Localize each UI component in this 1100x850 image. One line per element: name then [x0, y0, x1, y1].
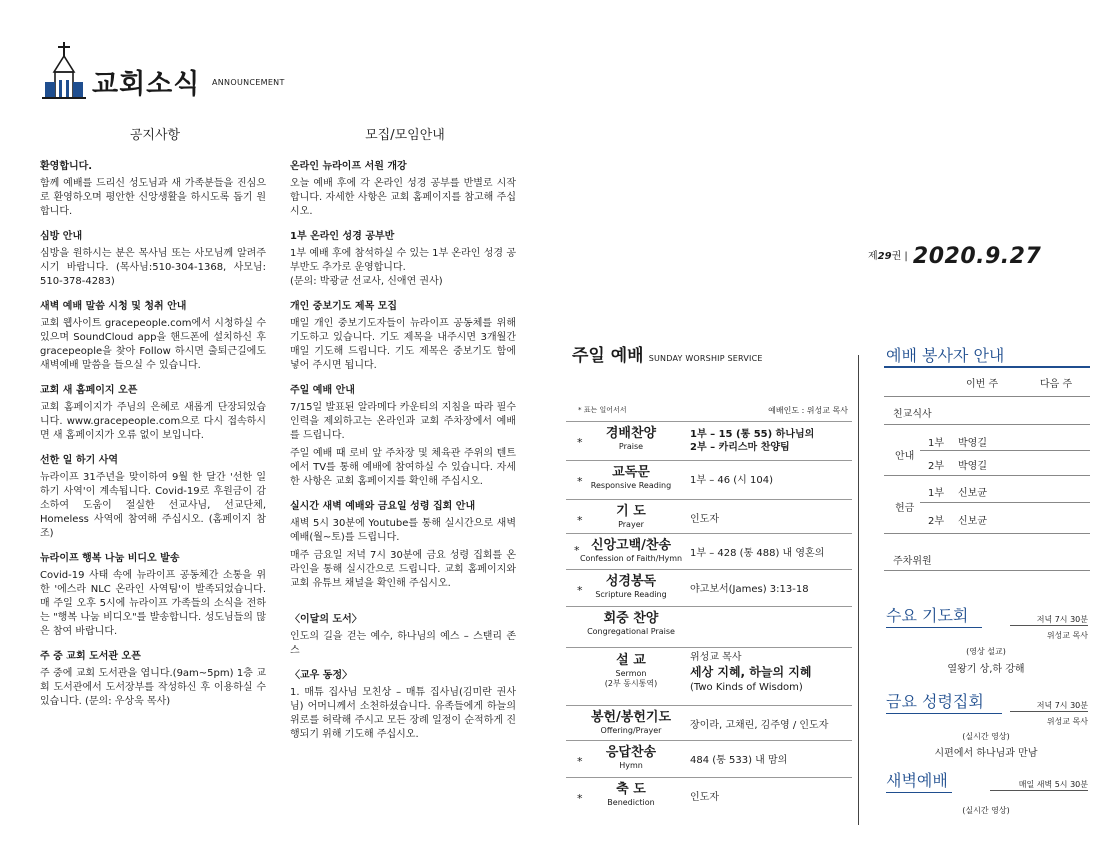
notice-list: [40, 160, 266, 720]
column-divider: [858, 355, 859, 825]
volunteers-divider: [920, 502, 1090, 503]
worship-title-english: SUNDAY WORSHIP SERVICE: [648, 354, 763, 363]
worship-title-korean: 주일 예배: [572, 346, 644, 366]
usher-name: 박영길: [958, 461, 987, 472]
order-row: 회중 찬양 Congregational Praise: [566, 606, 852, 645]
volunteers-divider: [884, 533, 1090, 534]
gather-item: [290, 384, 516, 489]
volunteers-underline: [884, 366, 1090, 368]
order-row: * 축 도 Benediction 인도자: [566, 777, 852, 816]
fri-sermon: 시편에서 하나님과 만남: [934, 748, 1038, 759]
usher-label: 안내: [895, 451, 915, 462]
notice-heading: 공지사항: [129, 128, 181, 143]
gather-item: [290, 300, 516, 373]
order-row: 설 교 Sermon (2부 동시통역) 위성교 목사 세상 지혜, 하늘의 지혜 (Two Kinds of Wisdom): [566, 647, 852, 705]
gather-item: [290, 669, 516, 742]
worship-note: [578, 405, 848, 415]
notice-item: [40, 230, 266, 289]
next-week-header: 다음 주: [1040, 379, 1073, 390]
volunteers-title: 예배 봉사자 안내: [886, 346, 1005, 365]
gather-item: [290, 160, 516, 219]
gather-item-title: 1부 온라인 성경 공부반: [290, 231, 395, 242]
notice-item-title: 주 중 교회 도서관 오픈: [40, 651, 141, 662]
gather-item-body: 매주 금요일 저녁 7시 30분에 금요 성령 집회를 온라인을 통해 실시간으로 드립니다. 교회 홈페이지와 교회 유튜브 채널을 확인해 주십시오.: [290, 550, 516, 589]
wed-stream: (영상 설교): [966, 647, 1006, 656]
notice-item: [40, 300, 266, 373]
gather-item-body: 7/15일 발표된 알라메다 카운티의 지침을 따라 필수 인력을 제외하고는 온라인과 교회 주차장에서 예배를 드립니다.: [290, 402, 516, 441]
gather-list: [290, 160, 516, 753]
wed-pastor: 위성교 목사: [1046, 631, 1088, 640]
order-row: * 성경봉독 Scripture Reading 야고보서(James) 3:13-18: [566, 569, 852, 608]
offering-name: 신보균: [958, 488, 987, 499]
fellowship-label: 친교식사: [893, 409, 932, 420]
worship-leader: 예배인도 : 위성교 목사: [768, 406, 848, 415]
usher-part: 1부: [928, 438, 945, 449]
gather-item-body: 1부 예배 후에 참석하실 수 있는 1부 온라인 성경 공부반도 추가로 운영합니다. (문의: 박광균 선교사, 신애연 권사): [290, 248, 516, 287]
parking-label: 주차위원: [893, 556, 932, 567]
order-row: * 기 도 Prayer 인도자: [566, 499, 852, 538]
gather-item-title: 〈이달의 도서〉: [290, 614, 362, 625]
notice-item-body: 주 중에 교회 도서관을 엽니다.(9am~5pm) 1층 교회 도서관에서 도서장부를 작성하신 후 이용하실 수 있습니다. (문의: 우상욱 목사): [40, 668, 266, 707]
notice-item-title: 심방 안내: [40, 231, 83, 242]
gather-item-body: 매일 개인 중보기도자들이 뉴라이프 공동체를 위해 기도하고 있습니다. 기도 제목을 내주시면 3개월간 매일 기도해 드립니다. 기도 제목은 중보기도 함에 넣어 주시면 됩니다.: [290, 318, 516, 371]
notice-item-title: 환영합니다.: [40, 161, 93, 172]
gather-item-title: 온라인 뉴라이프 서원 개강: [290, 161, 407, 172]
notice-item-body: 심방을 원하시는 분은 목사님 또는 사모님께 알려주시기 바랍니다. (목사님:510-304-1368, 사모님: 510-378-4283): [40, 248, 266, 287]
issue-date: 2020.9.27: [912, 244, 1042, 269]
notice-item: [40, 552, 266, 639]
wed-title: 수요 기도회: [886, 603, 982, 628]
issue-volume: 29: [877, 251, 892, 262]
gather-item: [290, 230, 516, 289]
volunteers-divider: [884, 570, 1090, 571]
worship-title: [572, 341, 763, 366]
gather-heading: 모집/모임안내: [365, 128, 445, 143]
gather-item: [290, 613, 516, 658]
order-row: 봉헌/봉헌기도 Offering/Prayer 장이라, 고채린, 김주영 / 인도자: [566, 705, 852, 744]
offering-part: 1부: [928, 488, 945, 499]
standing-note: * 표는 일어서서: [578, 406, 627, 414]
notice-item-body: 교회 홈페이지가 주님의 은혜로 새롭게 단장되었습니다. www.gracepeople.com으로 다시 접속하시면 새 홈페이지가 오류 없이 보입니다.: [40, 402, 266, 441]
gather-item-title: 〈교우 동정〉: [290, 670, 353, 681]
gather-item-title: 개인 중보기도 제목 모집: [290, 301, 398, 312]
dawn-time: 매일 새벽 5시 30분: [990, 779, 1088, 791]
gather-item-title: 주일 예배 안내: [290, 385, 355, 396]
notice-item: [40, 650, 266, 709]
notice-item-title: 뉴라이프 행복 나눔 비디오 발송: [40, 553, 180, 564]
gather-item-body: 새벽 5시 30분에 Youtube를 통해 실시간으로 새벽예배(월~토)를 드립니다.: [290, 518, 516, 543]
issue-suffix: 권 |: [891, 251, 908, 262]
volunteers-divider: [884, 396, 1090, 397]
volunteers-divider: [884, 475, 1090, 476]
fri-time: 저녁 7시 30분: [1010, 700, 1088, 712]
order-row: * 신앙고백/찬송 Confession of Faith/Hymn 1부 – 428 (통 488) 내 영혼의: [566, 533, 852, 572]
notice-item-title: 교회 새 홈페이지 오픈: [40, 385, 138, 396]
dawn-title: 새벽예배: [886, 768, 952, 793]
usher-part: 2부: [928, 461, 945, 472]
fri-stream: (실시간 영상): [962, 732, 1010, 741]
page-title: 교회소식: [92, 69, 201, 100]
gather-item-body: 1. 매튜 집사님 모친상 – 매튜 집사님(김미란 권사님) 어머니께서 소천하셨습니다. 유족들에게 하늘의 위로를 허락해 주시고 모든 장례 일정이 순적하게 진행되기 위해 기도해 주십시오.: [290, 687, 516, 740]
fri-pastor: 위성교 목사: [1046, 717, 1088, 726]
volunteers-divider: [920, 450, 1090, 451]
this-week-header: 이번 주: [966, 379, 999, 390]
offering-part: 2부: [928, 516, 945, 527]
order-row: * 경배찬양 Praise 1부 – 15 (통 55) 하나님의 2부 – 카리스마 찬양팀: [566, 421, 852, 460]
notice-item: [40, 454, 266, 541]
notice-item: [40, 160, 266, 219]
gather-item-body: 오늘 예배 후에 각 온라인 성경 공부를 반별로 시작합니다. 자세한 사항은 교회 홈페이지를 참고해 주십시오.: [290, 178, 516, 217]
notice-item-body: 함께 예배를 드리신 성도님과 새 가족분들을 진심으로 환영하오며 평안한 신앙생활을 하시도록 돕기 원합니다.: [40, 178, 266, 217]
gather-item-title: 실시간 새벽 예배와 금요일 성령 집회 안내: [290, 501, 476, 512]
gather-item-body: 인도의 길을 걷는 예수, 하나님의 예스 – 스탠리 존스: [290, 631, 516, 656]
offering-name: 신보균: [958, 516, 987, 527]
fri-title: 금요 성령집회: [886, 689, 1002, 714]
notice-item: [40, 384, 266, 443]
notice-item-title: 새벽 예배 말씀 시청 및 청취 안내: [40, 301, 187, 312]
dawn-stream: (실시간 영상): [962, 806, 1010, 815]
page-title-english: ANNOUNCEMENT: [212, 78, 285, 87]
issue-label: 제: [868, 251, 878, 262]
notice-item-body: Covid-19 사태 속에 뉴라이프 공동체간 소통을 위한 '에스라 NLC 온라인 사역팀'이 발족되었습니다. 매 주일 오후 5시에 뉴라이프 가족들의 소식을 전하는 "행복 나눔 비디오"를 발송합니다. 성도님들의 많은 참여 바랍니다.: [40, 570, 266, 637]
usher-name: 박영길: [958, 438, 987, 449]
notice-item-body: 교회 웹사이트 gracepeople.com에서 시청하실 수 있으며 SoundCloud app을 핸드폰에 설치하신 후 gracepeople을 찾아 Follow 하시면 출퇴근길에도 새벽예배 말씀을 들으실 수 있습니다.: [40, 318, 266, 371]
gather-item-body: 주일 예배 때 로비 앞 주차장 및 체육관 주위의 텐트에서 TV를 통해 예배에 참여하실 수 있습니다. 자세한 사항은 교회 홈페이지를 확인해 주십시오.: [290, 448, 516, 487]
volunteers-divider: [884, 424, 1090, 425]
order-row: * 응답찬송 Hymn 484 (통 533) 내 맘의: [566, 740, 852, 779]
church-logo-icon: [42, 42, 86, 100]
notice-item-title: 선한 일 하기 사역: [40, 455, 119, 466]
order-row: * 교독문 Responsive Reading 1부 – 46 (시 104): [566, 460, 852, 499]
wed-sermon: 열왕기 상,하 강해: [947, 664, 1025, 675]
gather-item: [290, 500, 516, 591]
wed-time: 저녁 7시 30분: [1010, 614, 1088, 626]
issue-number: [868, 244, 1041, 269]
notice-item-body: 뉴라이프 31주년을 맞이하여 9월 한 달간 '선한 일 하기 사역'이 계속됩니다. Covid-19로 후원금이 감소하여 도움이 절실한 선교사님, 선교단체, Homeless 사역에 참여해 주십시오. (홈페이지 참조): [40, 472, 266, 539]
offering-label: 헌금: [895, 503, 915, 514]
